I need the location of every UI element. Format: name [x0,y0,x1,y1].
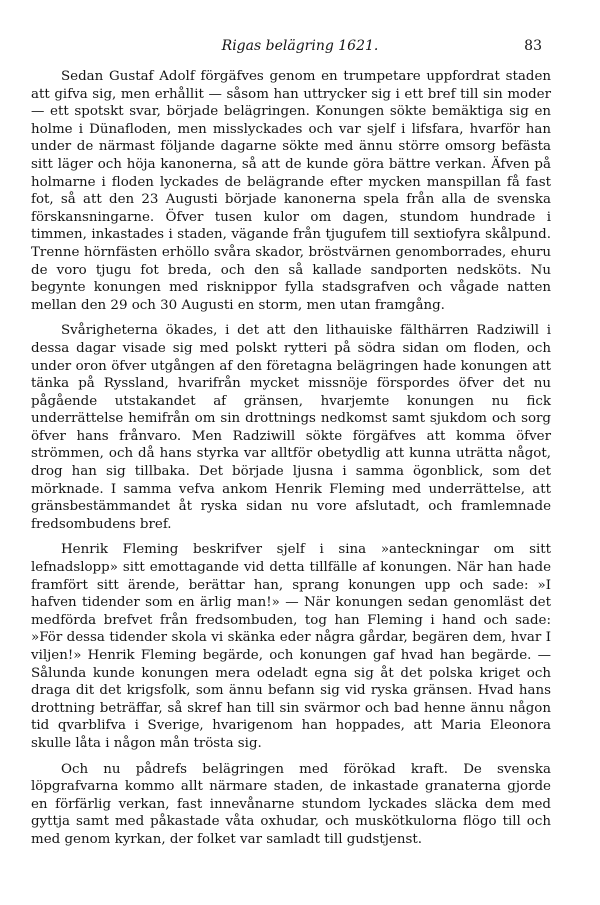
paragraph-2: Svårigheterna ökades, i det att den lithauiske fälthärren Radziwill i dessa dagar visade sig med polskt rytteri på södra sidan om floden, och under oron öfver utgången af den företagna belägringen hade konungen att tänka på Ryssland, hvarifrån mycket missnöje förspordes öfver det nu pågående utstakandet af gränsen, hvarjemte konungen nu fick underrättelse hemifrån om sin drottnings nedkomst samt sjukdom och sorg öfver hans frånvaro. Men Radziwill sökte förgäfves att komma öfver strömmen, och då hans styrka var alltför obetydlig att kunna uträtta något, drog han sig tillbaka. Det började ljusna i samma ögonblick, som det mörknade. I samma vefva ankom Henrik Fleming med underrättelse, att gränsbestämmandet åt ryska sidan nu vore afslutadt, och framlemnade fredsombudens bref. [31,323,551,532]
paragraph-3: Henrik Fleming beskrifver sjelf i sina »anteckningar om sitt lefnadslopp» sitt emottagande vid detta tillfälle af konungen. När han hade framfört sitt ärende, berättar han, sprang konungen upp och sade: »I hafven tidender som en ärlig man!» — När konungen sedan genomläst det medförda brefvet från fredsombuden, tog han Fleming i hand och sade: »För dessa tidender skola vi skänka eder några gårdar, begären dem, hvar I viljen!» Henrik Fleming begärde, och konungen gaf hvad han begärde. — Sålunda kunde konungen mera odeladt egna sig åt det polska kriget och draga dit det krigsfolk, som ännu befann sig vid ryska gränsen. Hvad hans drottning beträffar, så skref han till sin svärmor och bad henne ännu någon tid qvarblifva i Sverige, hvarigenom han hoppades, att Maria Eleonora skulle låta i någon mån trösta sig. [31,542,551,751]
page-header [0,38,600,58]
running-title: Rigas belägring 1621. [221,38,379,54]
body-text [31,68,551,849]
page-number: 83 [524,38,542,54]
paragraph-4: Och nu pådrefs belägringen med förökad kraft. De svenska löpgrafvarna kommo allt närmare staden, de inkastade granaterna gjorde en förfärlig verkan, fast innevånarne stundom lyckades släcka dem med gyttja samt med påkastade våta oxhudar, och muskötkulorna flögo till och med genom kyrkan, der folket var samladt till gudstjenst. [31,761,551,847]
paragraph-1: Sedan Gustaf Adolf förgäfves genom en trumpetare uppfordrat staden att gifva sig, men erhållit — såsom han uttrycker sig i ett bref till sin moder — ett spotskt svar, började belägringen. Konungen sökte bemäktiga sig en holme i Dünafloden, men misslyckades och var sjelf i lifsfara, hvarför han under de närmast följande dagarne sökte med ännu större omsorg befästa sitt läger och höja kanonerna, så att de kunde göra bättre verkan. Äfven på holmarne i floden lyckades de belägrande efter mycken manspillan få fast fot, så att den 23 Augusti började kanonerna spela från alla de svenska förskansningarne. Öfver tusen kulor om dagen, stundom hundrade i timmen, inkastades i staden, vägande från tjugufem till sextiofyra skålpund. Trenne hörnfästen erhöllo svåra skador, bröstvärnen genomborrades, ehuru de voro tjugu fot breda, och den så kallade sandporten nedsköts. Nu begynte konungen med risknippor fylla stadsgrafven och vågade natten mellan den 29 och 30 Augusti en storm, men utan framgång. [31,69,551,313]
